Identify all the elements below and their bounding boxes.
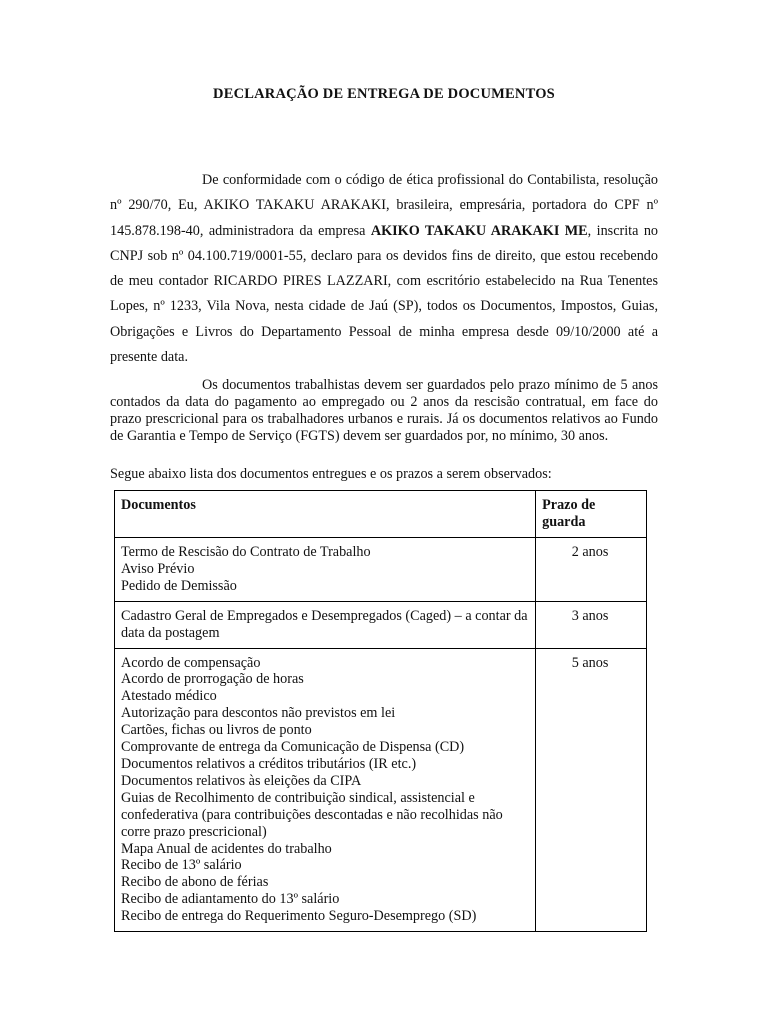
document-item: Guias de Recolhimento de contribuição sindical, assistencial e confederativa (para contribuições descontadas e não recolhidas não corre prazo prescricional) bbox=[121, 789, 503, 840]
documents-cell bbox=[115, 538, 536, 602]
documents-cell bbox=[115, 601, 536, 648]
document-item: Aviso Prévio bbox=[121, 560, 195, 577]
documents-cell bbox=[115, 648, 536, 932]
declaration-text-part1: De conformidade com o código de ética profissional do Contabilista, resolução nº 290/70, Eu, AKIKO TAKAKU ARAKAKI, brasileira, empresária, portadora do CPF nº 145.878.198-40, administradora da empresa bbox=[110, 172, 658, 239]
document-item: Recibo de abono de férias bbox=[121, 874, 269, 891]
document-item: Documentos relativos a créditos tributários (IR etc.) bbox=[121, 755, 417, 772]
period-cell: 3 anos bbox=[536, 601, 647, 648]
document-item: Cartões, fichas ou livros de ponto bbox=[121, 722, 312, 739]
document-item: Autorização para descontos não previstos em lei bbox=[121, 705, 396, 722]
period-cell: 2 anos bbox=[536, 538, 647, 602]
period-cell: 5 anos bbox=[536, 648, 647, 932]
declaration-text-part2: , inscrita no CNPJ sob nº 04.100.719/0001-55, declaro para os devidos fins de direito, que estou recebendo de meu contador RICARDO PIRES LAZZARI, com escritório estabelecido na Rua Tenentes Lopes, nº 1233, Vila Nova, nesta cidade de Jaú (SP), todos os Documentos, Impostos, Guias, Obrigações e Livros do Departamento Pessoal de minha empresa desde 09/10/2000 até a presente data. bbox=[110, 222, 659, 366]
list-intro: Segue abaixo lista dos documentos entregues e os prazos a serem observados: bbox=[110, 466, 552, 482]
company-name: AKIKO TAKAKU ARAKAKI ME bbox=[370, 222, 588, 239]
document-item: Recibo de entrega do Requerimento Seguro-Desemprego (SD) bbox=[121, 908, 477, 925]
document-item: Comprovante de entrega da Comunicação de Dispensa (CD) bbox=[121, 739, 465, 756]
table-row bbox=[115, 538, 647, 602]
document-item: Acordo de prorrogação de horas bbox=[121, 671, 304, 688]
header-documents: Documentos bbox=[115, 491, 536, 538]
document-item: Atestado médico bbox=[121, 688, 217, 705]
document-item: Pedido de Demissão bbox=[121, 577, 237, 594]
document-item: Cadastro Geral de Empregados e Desempregados (Caged) – a contar da data da postagem bbox=[121, 607, 528, 641]
declaration-paragraph bbox=[110, 168, 658, 370]
document-item: Documentos relativos às eleições da CIPA bbox=[121, 772, 362, 789]
table-row bbox=[115, 648, 647, 932]
document-item: Recibo de 13º salário bbox=[121, 857, 242, 874]
retention-paragraph: Os documentos trabalhistas devem ser guardados pelo prazo mínimo de 5 anos contados da data do pagamento ao empregado ou 2 anos da rescisão contratual, em face do prazo prescricional para os trabalhadores urbanos e rurais. Já os documentos relativos ao Fundo de Garantia e Tempo de Serviço (FGTS) devem ser guardados por, no mínimo, 30 anos. bbox=[110, 377, 658, 444]
document-item: Termo de Rescisão do Contrato de Trabalho bbox=[121, 544, 371, 560]
table-header-row bbox=[115, 491, 647, 538]
document-item: Acordo de compensação bbox=[121, 654, 261, 671]
document-item: Mapa Anual de acidentes do trabalho bbox=[121, 840, 332, 857]
table-row bbox=[115, 601, 647, 648]
document-item: Recibo de adiantamento do 13º salário bbox=[121, 891, 340, 908]
documents-table bbox=[114, 490, 647, 932]
page-title: DECLARAÇÃO DE ENTREGA DE DOCUMENTOS bbox=[213, 86, 555, 102]
header-period: Prazo de guarda bbox=[536, 491, 647, 538]
